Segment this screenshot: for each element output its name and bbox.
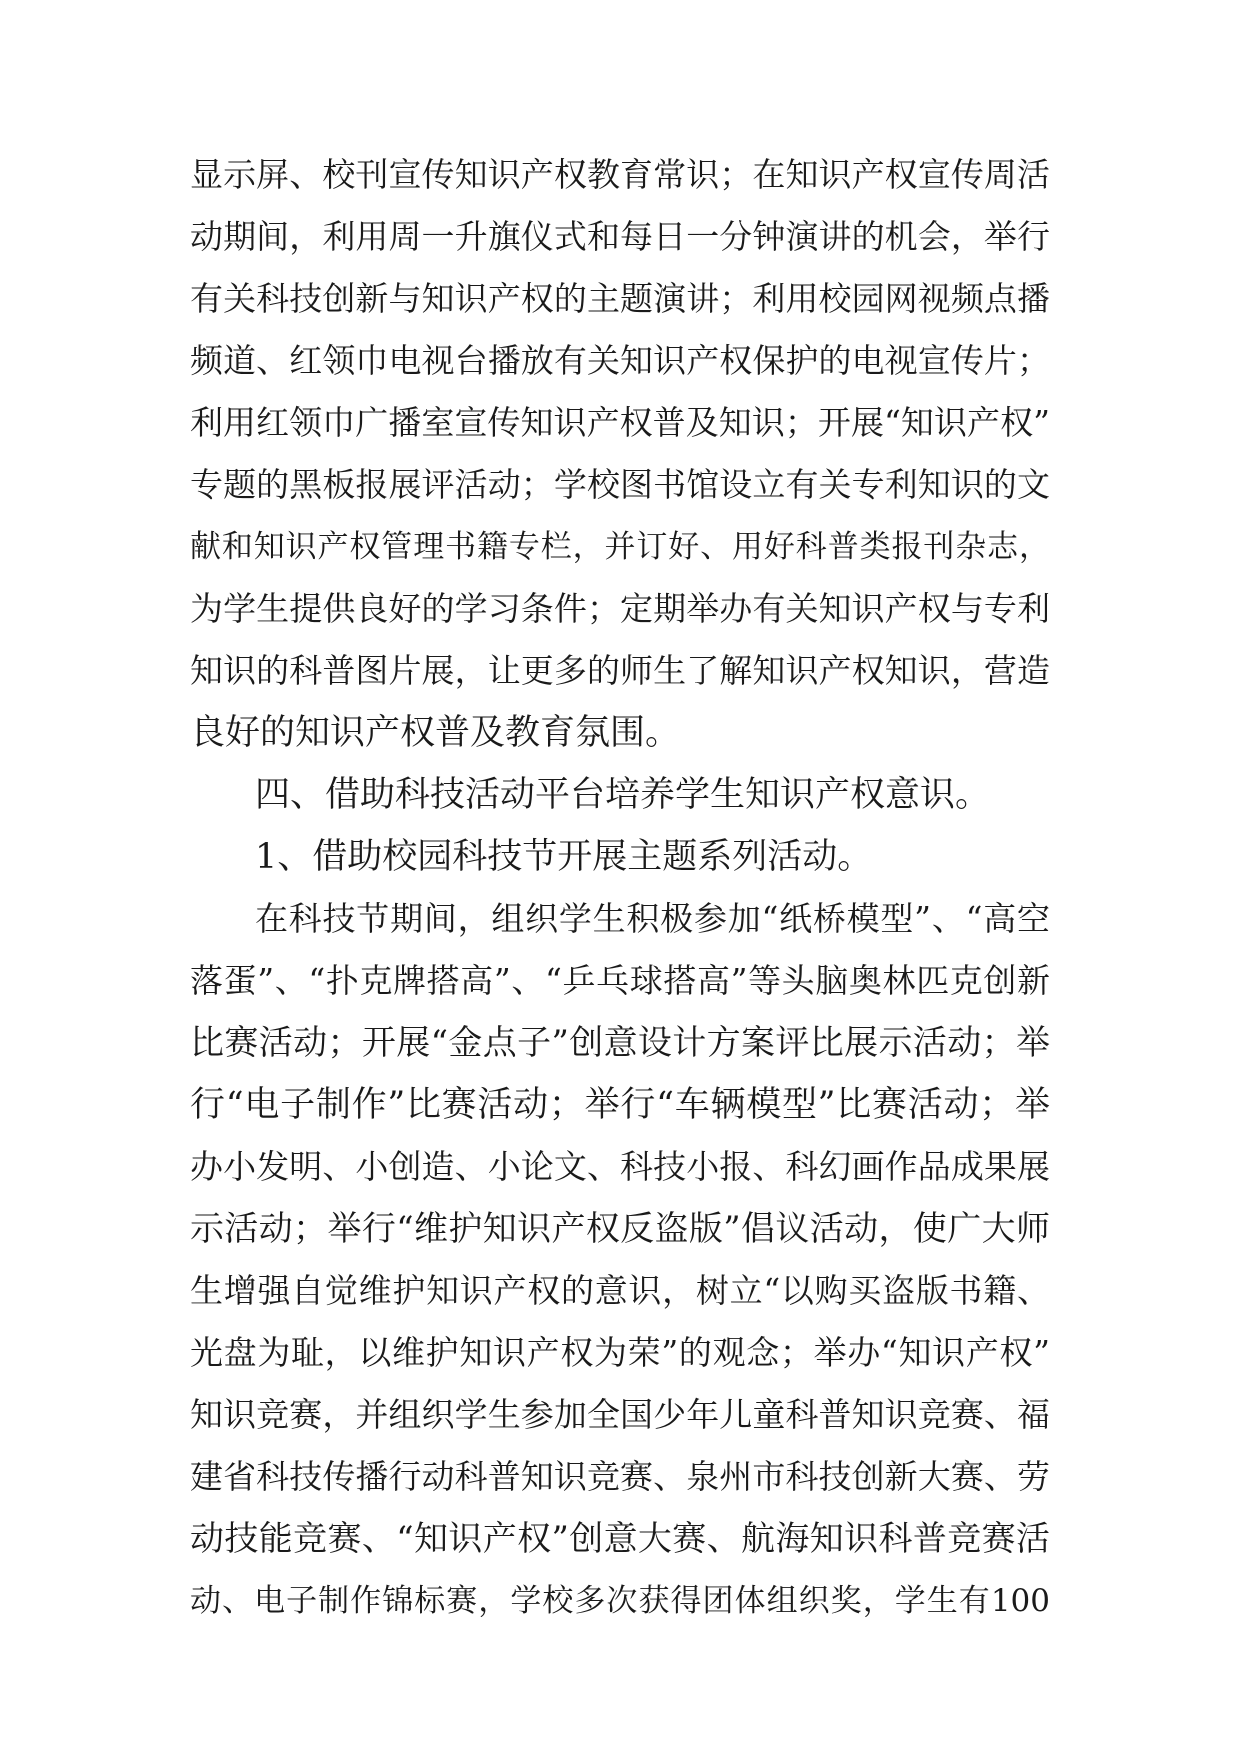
text-line: 动技能竞赛、“知识产权”创意大赛、航海知识科普竞赛活 [190, 1519, 1050, 1559]
paragraph-last-line: 良好的知识产权普及教育氛围。 [190, 713, 681, 753]
text-line: 知识的科普图片展，让更多的师生了解知识产权知识，营造 [190, 651, 1050, 690]
paragraph-first-line: 在科技节期间，组织学生积极参加“纸桥模型”、“高空 [255, 899, 1050, 938]
text-line: 示活动；举行“维护知识产权反盗版”倡议活动，使广大师 [190, 1209, 1050, 1249]
text-line: 献和知识产权管理书籍专栏，并订好、用好科普类报刊杂志， [190, 529, 1050, 565]
text-line: 为学生提供良好的学习条件；定期举办有关知识产权与专利 [190, 589, 1050, 628]
text-line: 光盘为耻，以维护知识产权为荣”的观念；举办“知识产权” [190, 1333, 1050, 1372]
text-line: 比赛活动；开展“金点子”创意设计方案评比展示活动；举 [190, 1023, 1050, 1063]
text-line: 显示屏、校刊宣传知识产权教育常识；在知识产权宣传周活 [190, 155, 1050, 194]
text-line: 知识竞赛，并组织学生参加全国少年儿童科普知识竞赛、福 [190, 1395, 1050, 1434]
text-line: 动期间，利用周一升旗仪式和每日一分钟演讲的机会，举行 [190, 217, 1050, 256]
text-line: 办小发明、小创造、小论文、科技小报、科幻画作品成果展 [190, 1147, 1050, 1186]
text-line: 频道、红领巾电视台播放有关知识产权保护的电视宣传片； [190, 341, 1050, 380]
text-line: 有关科技创新与知识产权的主题演讲；利用校园网视频点播 [190, 279, 1050, 318]
text-line: 生增强自觉维护知识产权的意识，树立“以购买盗版书籍、 [190, 1271, 1050, 1310]
subsection-heading: 1、借助校园科技节开展主题系列活动。 [255, 837, 873, 877]
text-line: 落蛋”、“扑克牌搭高”、“乒乓球搭高”等头脑奥林匹克创新 [190, 961, 1050, 1000]
text-line: 行“电子制作”比赛活动；举行“车辆模型”比赛活动；举 [190, 1085, 1050, 1125]
text-line: 利用红领巾广播室宣传知识产权普及知识；开展“知识产权” [190, 403, 1050, 442]
text-line: 专题的黑板报展评活动；学校图书馆设立有关专利知识的文 [190, 465, 1050, 504]
text-line: 建省科技传播行动科普知识竞赛、泉州市科技创新大赛、劳 [190, 1457, 1050, 1496]
text-line: 动、电子制作锦标赛，学校多次获得团体组织奖，学生有100 [190, 1583, 1050, 1619]
section-heading: 四、借助科技活动平台培养学生知识产权意识。 [255, 775, 991, 815]
